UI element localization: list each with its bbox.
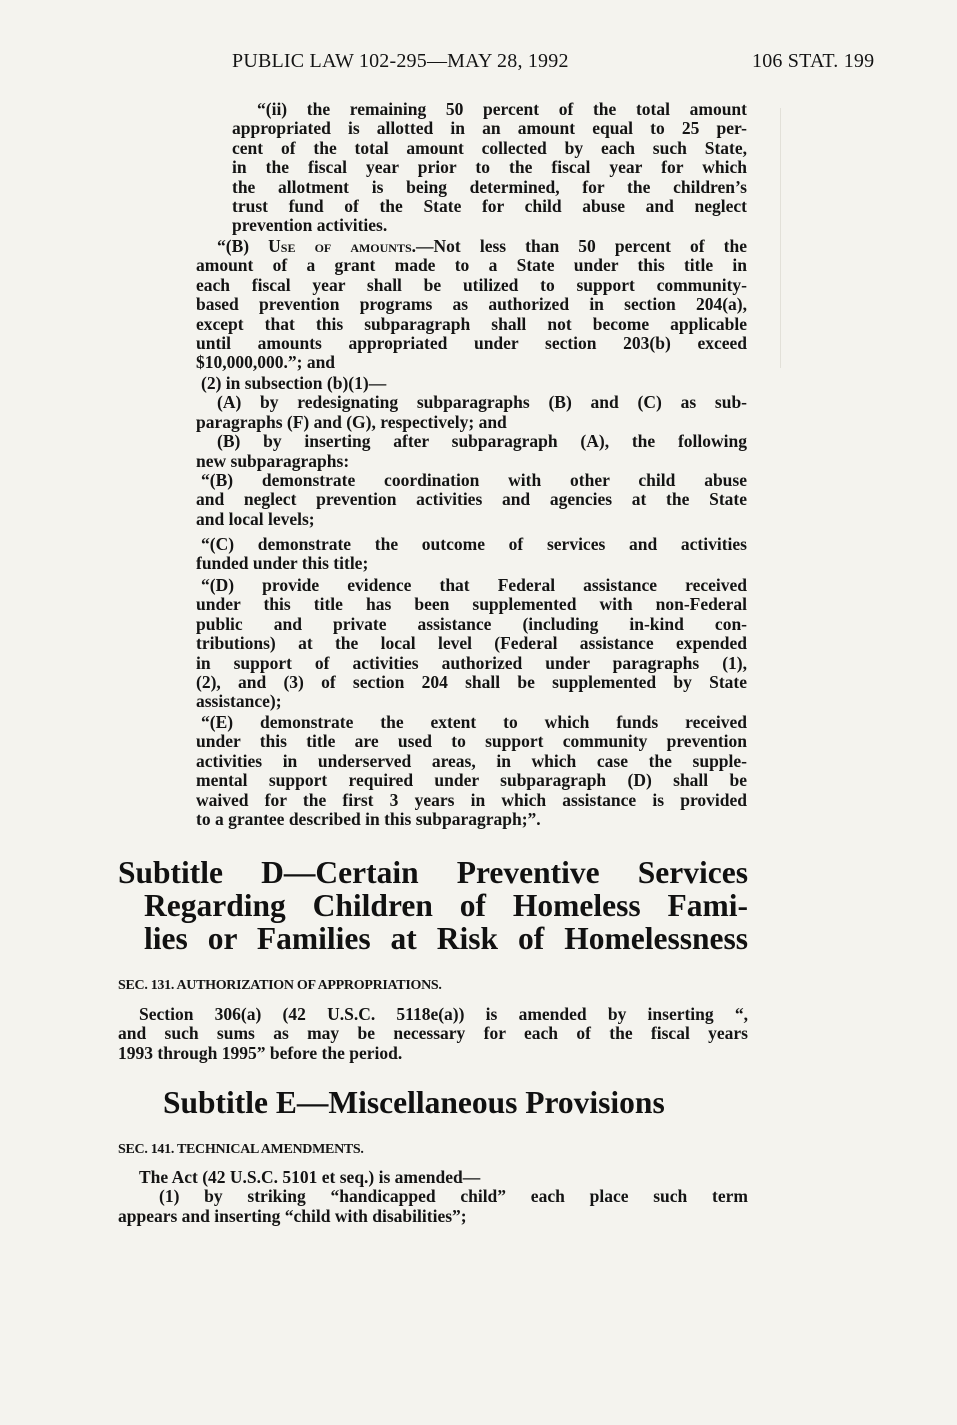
text-line: to a grantee described in this subparagraph;”. [196,808,541,829]
text-line: cent of the total amount collected by each such State, [232,137,747,158]
text-line: “(E) demonstrate the extent to which funds received [201,712,747,732]
clause-label: “(B) [217,236,269,256]
text-line: amount of a grant made to a State under this title in [196,255,747,276]
text-line [217,237,747,256]
text-line: under this title has been supplemented with non-Federal [196,594,747,615]
subtitle-e-heading: Subtitle E—Miscellaneous Provisions [163,1085,665,1120]
running-header-left: PUBLIC LAW 102-295—MAY 28, 1992 [232,50,569,72]
text-line: and neglect prevention activities and agencies at the State [196,489,747,510]
text-line: and local levels; [196,508,315,529]
text-line: (1) by striking “handicapped child” each place such term [159,1186,748,1207]
text-line: waived for the first 3 years in which assistance is provided [196,789,747,810]
text-line: “(C) demonstrate the outcome of services and activities [201,534,747,554]
new-subparagraph-D [196,576,747,712]
new-subparagraph-C [196,535,747,574]
page-number: 106 STAT. 199 [752,50,875,72]
text-line: based prevention programs as authorized in section 204(a), [196,294,747,315]
heading-line: Subtitle D—Certain Preventive Services [118,855,748,890]
subtitle-d-heading [118,856,748,955]
text-line: “(B) demonstrate coordination with other child abuse [201,470,747,490]
text-line: public and private assistance (including in-kind con- [196,613,747,634]
text-line: appears and inserting “child with disabilities”; [118,1205,467,1226]
bleed-through [780,108,941,368]
text-line: mental support required under subparagraph (D) shall be [196,770,747,791]
new-subparagraph-B [196,471,747,529]
text-line: in the fiscal year prior to the fiscal year for which [232,157,747,178]
text-line: The Act (42 U.S.C. 5101 et seq.) is amended— [139,1167,481,1187]
text-line: funded under this title; [196,553,369,574]
paragraph-2 [196,374,747,471]
text-line: the allotment is being determined, for the children’s [232,176,747,197]
subparagraph-B-use-of-amounts [196,237,747,373]
text-line: “(D) provide evidence that Federal assistance received [201,575,747,595]
heading-line: lies or Families at Risk of Homelessness [144,921,748,956]
text-line: until amounts appropriated under section 203(b) exceed [196,332,747,353]
section-141-heading: SEC. 141. TECHNICAL AMENDMENTS. [118,1142,364,1157]
clause-ii [232,100,747,236]
section-141-body [118,1168,748,1226]
text-line: trust fund of the State for child abuse and neglect [232,195,747,216]
text-line: activities in underserved areas, in which case the supple- [196,750,747,771]
section-131-body [118,1005,748,1063]
text-line: tributions) at the local level (Federal assistance expended [196,633,747,654]
section-131-heading: SEC. 131. AUTHORIZATION OF APPROPRIATIONS. [118,978,442,993]
text-line: (2), and (3) of section 204 shall be supplemented by State [196,671,747,692]
text-line: Section 306(a) (42 U.S.C. 5118e(a)) is amended by inserting “, [139,1004,748,1024]
clause-heading: Use of amounts. [268,236,417,256]
text-line: 1993 through 1995” before the period. [118,1042,403,1063]
text-line: appropriated is allotted in an amount equal to 25 per- [232,118,747,139]
text-line: “(ii) the remaining 50 percent of the total amount [257,99,747,119]
text-line: under this title are used to support community prevention [196,731,747,752]
text-line: except that this subparagraph shall not become applicable [196,313,747,334]
text-line: in support of activities authorized under paragraphs (1), [196,652,747,673]
text-line: and such sums as may be necessary for each of the fiscal years [118,1023,748,1044]
text-line: paragraphs (F) and (G), respectively; and [196,411,507,432]
text-line: $10,000,000.”; and [196,352,336,373]
text-line: prevention activities. [232,215,388,236]
text-line: each fiscal year shall be utilized to support community- [196,274,747,295]
clause-text: —Not less than 50 percent of the [416,236,747,256]
text-line: (A) by redesignating subparagraphs (B) and (C) as sub- [217,392,747,413]
text-line: assistance); [196,691,282,712]
new-subparagraph-E [196,713,747,829]
text-line: (B) by inserting after subparagraph (A), the following [217,431,747,452]
heading-line: Regarding Children of Homeless Fami- [144,888,748,923]
text-line: new subparagraphs: [196,450,350,471]
text-line: (2) in subsection (b)(1)— [201,373,387,393]
